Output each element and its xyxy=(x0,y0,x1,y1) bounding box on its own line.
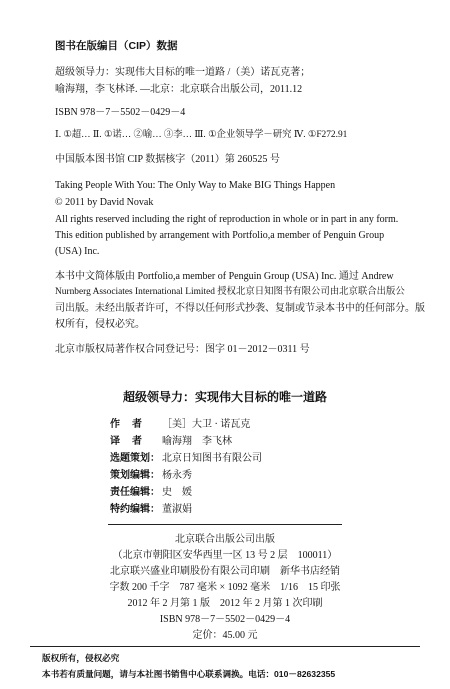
printer-line: 北京联兴盛业印刷股份有限公司印刷 新华书店经销 xyxy=(110,566,340,577)
rights-line-2: This edition published by arrangement with Portfolio,a member of Penguin Group xyxy=(55,230,385,241)
credit-value: 喻海翔 李飞林 xyxy=(162,436,232,447)
license-line-3: 司出版。未经出版者许可，不得以任何形式抄袭、复制或节录本书中的任何部分。版 xyxy=(55,303,425,314)
cip-isbn: ISBN 978－7－5502－0429－4 xyxy=(55,107,186,118)
rights-line-1: All rights reserved including the right of reproduction in whole or in part in any form. xyxy=(55,214,399,225)
cip-heading: 图书在版编目（CIP）数据 xyxy=(55,40,178,52)
cip-line-1: 超级领导力：实现伟大目标的唯一道路 /（美）诺瓦克著； xyxy=(55,67,311,78)
credit-value: 史 媛 xyxy=(162,487,192,498)
credit-row xyxy=(110,465,262,482)
cip-line-2: 喻海翔，李飞林译. —北京：北京联合出版公司，2011.12 xyxy=(55,84,303,95)
license-line-1: 本书中文简体版由 Portfolio,a member of Penguin Group (USA) Inc. 通过 Andrew xyxy=(55,271,394,282)
credit-value: 董淑娟 xyxy=(162,504,192,515)
credit-value: ［美］大卫 · 诺瓦克 xyxy=(162,419,251,430)
cip-verification: 中国版本图书馆 CIP 数据核字（2011）第 260525 号 xyxy=(55,154,280,165)
original-copyright: © 2011 by David Novak xyxy=(55,197,154,208)
credit-label: 选题策划： xyxy=(110,453,160,464)
price: 定价：45.00 元 xyxy=(192,630,258,641)
credit-row xyxy=(110,482,262,499)
rights-line-3: (USA) Inc. xyxy=(55,246,100,257)
credit-row xyxy=(110,414,262,431)
credit-row xyxy=(110,499,262,516)
footer-divider xyxy=(30,646,420,647)
footer-rights: 版权所有，侵权必究 xyxy=(42,653,120,663)
license-line-2: Nurnberg Associates International Limited 授权北京日知图书有限公司由北京联合出版公 xyxy=(55,287,405,297)
credit-label: 译者 xyxy=(110,436,154,447)
credit-label: 特约编辑： xyxy=(110,504,160,515)
edition-line: 2012 年 2 月第 1 版 2012 年 2 月第 1 次印刷 xyxy=(127,598,323,609)
publisher-address: （北京市朝阳区安华西里一区 13 号 2 层 100011） xyxy=(112,550,338,561)
specs-line: 字数 200 千字 787 毫米 × 1092 毫米 1/16 15 印张 xyxy=(109,582,341,593)
credit-label: 责任编辑： xyxy=(110,487,160,498)
credit-label: 作者 xyxy=(110,419,154,430)
credit-label: 策划编辑： xyxy=(110,470,160,481)
credit-row xyxy=(110,431,262,448)
book-title: 超级领导力：实现伟大目标的唯一道路 xyxy=(122,390,327,404)
license-line-4: 权所有，侵权必究。 xyxy=(55,319,145,330)
publisher-isbn: ISBN 978－7－5502－0429－4 xyxy=(159,614,291,625)
credits-block xyxy=(110,414,262,516)
divider-line xyxy=(108,524,342,525)
publisher-name: 北京联合出版公司出版 xyxy=(175,534,275,545)
credit-row xyxy=(110,448,262,465)
original-title: Taking People With You: The Only Way to Make BIG Things Happen xyxy=(55,180,336,191)
credit-value: 北京日知图书有限公司 xyxy=(162,453,262,464)
credit-value: 杨永秀 xyxy=(162,470,192,481)
cip-classification: Ⅰ. ①超… Ⅱ. ①诺… ②喻… ③李… Ⅲ. ①企业领导学－研究 Ⅳ. ①F272.91 xyxy=(55,130,348,140)
registration-number: 北京市版权局著作权合同登记号：图字 01－2012－0311 号 xyxy=(55,344,310,355)
footer-notice: 本书若有质量问题，请与本社图书销售中心联系调换。电话：010－82632355 xyxy=(42,669,336,679)
